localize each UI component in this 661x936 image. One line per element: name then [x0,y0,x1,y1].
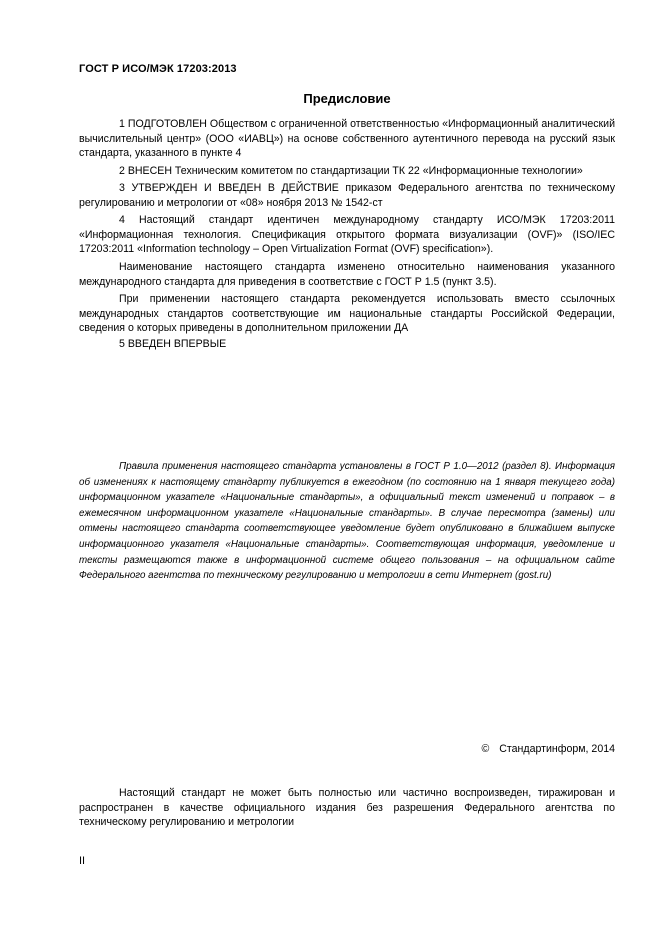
paragraph-identical: 4 Настоящий стандарт идентичен международному стандарту ИСО/МЭК 17203:2011 «Информационная технология. Спецификация открытого формата визуализации (OVF)» (ISO/IEC 17203:2011 «Information technology – Open Virtualization Format (OVF) specification»). [79,214,615,255]
paragraph-submitted: 2 ВНЕСЕН Техническим комитетом по стандартизации ТК 22 «Информационные технологии» [119,165,583,177]
paragraph-references: При применении настоящего стандарта рекомендуется использовать вместо ссылочных международных стандартов соответствующие им национальные стандарты Российской Федерации, сведения о которых приведены в дополнительном приложении ДА [79,293,615,334]
document-header: ГОСТ Р ИСО/МЭК 17203:2013 [79,63,237,75]
section-title: Предисловие [303,91,391,106]
rules-note: Правила применения настоящего стандарта установлены в ГОСТ Р 1.0—2012 (раздел 8). Информация об изменениях к настоящему стандарту публикуется в ежегодном (по состоянию на 1 января текущего года) информационном указателе «Национальные стандарты», а официальный текст изменений и поправок – в ежемесячном информационном указателе «Национальные стандарты». В случае пересмотра (замены) или отмены настоящего стандарта соответствующее уведомление будет опубликовано в ближайшем выпуске информационного указателя «Национальные стандарты». Соответствующая информация, уведомление и тексты размещаются также в информационной системе общего пользования – на официальном сайте Федерального агентства по техническому регулированию и метрологии в сети Интернет (gost.ru) [79,461,615,582]
copyright-line [481,743,615,755]
paragraph-name-changed: Наименование настоящего стандарта изменено относительно наименования указанного международного стандарта для приведения в соответствие с ГОСТ Р 1.5 (пункт 3.5). [79,261,615,288]
paragraph-prepared: 1 ПОДГОТОВЛЕН Обществом с ограниченной ответственностью «Информационный аналитический вычислительный центр» (ООО «ИАВЦ») на основе собственного аутентичного перевода на русский язык стандарта, указанного в пункте 4 [79,118,615,159]
copyright-icon: © [481,743,490,755]
page-number: II [79,855,86,867]
paragraph-first-introduced: 5 ВВЕДЕН ВПЕРВЫЕ [119,338,227,350]
reproduction-notice: Настоящий стандарт не может быть полностью или частично воспроизведен, тиражирован и распространен в качестве официального издания без разрешения Федерального агентства по техническому регулированию и метрологии [79,787,615,828]
copyright-text: Стандартинформ, 2014 [499,743,615,755]
paragraph-approved: 3 УТВЕРЖДЕН И ВВЕДЕН В ДЕЙСТВИЕ приказом Федерального агентства по техническому регулированию и метрологии от «08» ноября 2013 № 1542-ст [79,182,615,209]
